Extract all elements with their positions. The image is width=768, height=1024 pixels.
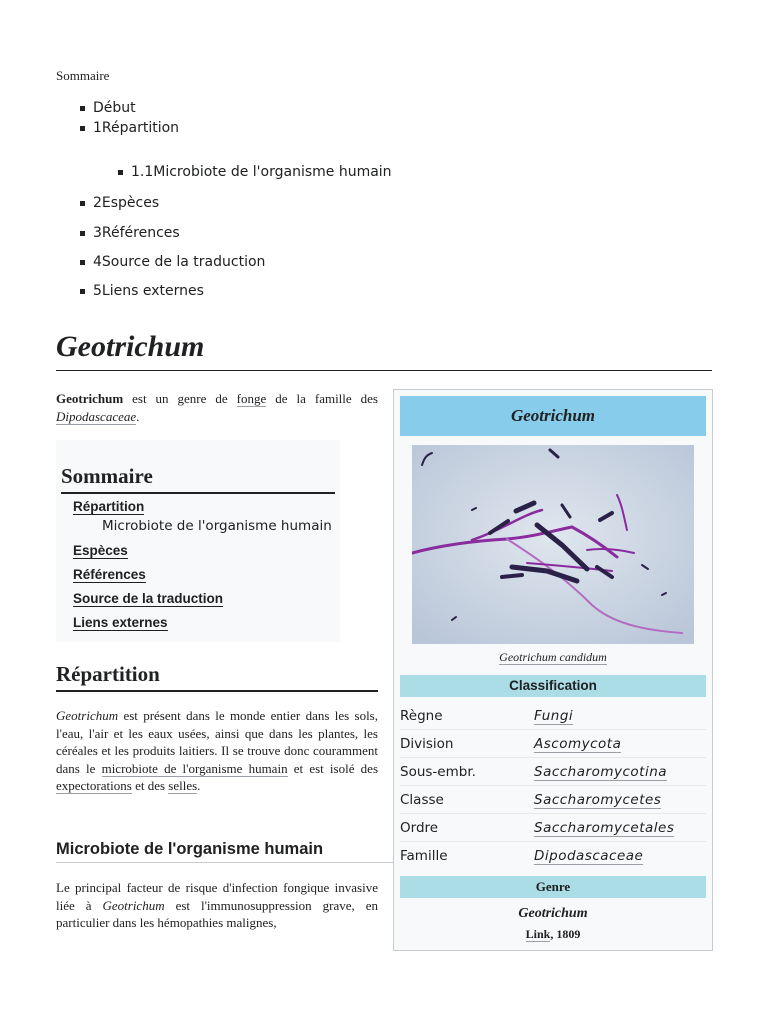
link-selles[interactable]: selles	[168, 778, 198, 793]
taxon-link-saccharomycotina[interactable]: Saccharomycotina	[534, 764, 668, 780]
genre-authority: Link, 1809	[525, 927, 581, 941]
toc-item-debut[interactable]: Début	[93, 100, 136, 116]
toc-box-item-liens[interactable]: Liens externes	[73, 615, 168, 630]
toc-box-item-especes[interactable]: Espèces	[73, 543, 128, 558]
toc-item-references[interactable]: 3Références	[93, 225, 180, 241]
link-expectorations[interactable]: expectorations	[56, 778, 132, 793]
summary-label: Sommaire	[56, 68, 110, 83]
taxobox	[393, 389, 713, 951]
taxon-link-saccharomycetales[interactable]: Saccharomycetales	[534, 820, 675, 836]
repartition-paragraph: Geotrichum est présent dans le monde entier dans les sols, l'eau, l'air et les eaux usées, ainsi que dans les plantes, les céréales et les produits laitiers. Il se trouve donc couramment dans le microbiote de l'organisme humain et est isolé des expectorations et des selles.	[56, 708, 378, 793]
taxon-link-saccharomycetes[interactable]: Saccharomycetes	[534, 792, 662, 808]
microbiote-paragraph: Le principal facteur de risque d'infection fongique invasive liée à Geotrichum est l'immunosuppression grave, en particulier dans les hémopathies malignes,	[56, 880, 378, 930]
intro-term: Geotrichum	[56, 391, 124, 406]
taxon-row-division: Division Ascomycota	[400, 730, 706, 758]
toc-box	[56, 440, 340, 642]
bullet-icon	[80, 201, 85, 206]
caption-link[interactable]: Geotrichum candidum	[499, 650, 607, 664]
toc-box-title: Sommaire	[61, 464, 153, 488]
title-divider	[56, 370, 712, 371]
genre-header: Genre	[400, 876, 706, 898]
genre-name: Geotrichum	[518, 906, 588, 921]
link-microbiote[interactable]: microbiote de l'organisme humain	[101, 760, 288, 776]
bullet-icon	[80, 126, 85, 131]
link-dipodascaceae[interactable]: Dipodascaceae	[56, 408, 137, 424]
toc-item-source[interactable]: 4Source de la traduction	[93, 254, 265, 270]
bullet-icon	[80, 231, 85, 236]
toc-box-item-repartition[interactable]: Répartition	[73, 499, 145, 514]
toc-box-item-microbiote[interactable]: Microbiote de l'organisme humain	[102, 518, 332, 534]
taxon-row-ordre: Ordre Saccharomycetales	[400, 814, 706, 842]
taxon-row-famille: Famille Dipodascaceae	[400, 848, 644, 864]
taxon-link-dipodascaceae[interactable]: Dipodascaceae	[534, 848, 644, 864]
taxon-link-ascomycota[interactable]: Ascomycota	[534, 736, 622, 752]
section-heading-repartition: Répartition	[56, 662, 160, 686]
taxon-row-regne: Règne Fungi	[400, 702, 706, 730]
intro-paragraph: Geotrichum est un genre de fonge de la famille des Dipodascaceae.	[56, 391, 378, 424]
classification-header: Classification	[400, 675, 706, 697]
subsection-heading-microbiote: Microbiote de l'organisme humain	[56, 840, 324, 858]
toc-item-microbiote[interactable]: 1.1Microbiote de l'organisme humain	[131, 164, 392, 180]
authority-link[interactable]: Link	[525, 927, 551, 941]
bullet-icon	[80, 106, 85, 111]
toc-item-liens[interactable]: 5Liens externes	[93, 283, 204, 299]
taxon-row-classe: Classe Saccharomycetes	[400, 786, 706, 814]
micrograph-image[interactable]	[412, 445, 694, 644]
infobox-title: Geotrichum	[400, 396, 706, 436]
toc-box-item-references[interactable]: Références	[73, 567, 146, 582]
taxon-row-sous-embr: Sous-embr. Saccharomycotina	[400, 758, 706, 786]
page-title: Geotrichum	[56, 330, 205, 363]
micrograph-svg	[412, 445, 694, 644]
link-fonge[interactable]: fonge	[236, 391, 267, 406]
bullet-icon	[118, 170, 123, 175]
toc-item-especes[interactable]: 2Espèces	[93, 195, 159, 211]
section-divider	[56, 690, 378, 692]
toc-item-repartition[interactable]: 1Répartition	[93, 120, 179, 136]
bullet-icon	[80, 260, 85, 265]
bullet-icon	[80, 289, 85, 294]
taxon-link-fungi[interactable]: Fungi	[534, 708, 574, 724]
toc-box-divider	[61, 492, 335, 494]
image-caption	[394, 650, 712, 665]
toc-box-item-source[interactable]: Source de la traduction	[73, 591, 224, 606]
